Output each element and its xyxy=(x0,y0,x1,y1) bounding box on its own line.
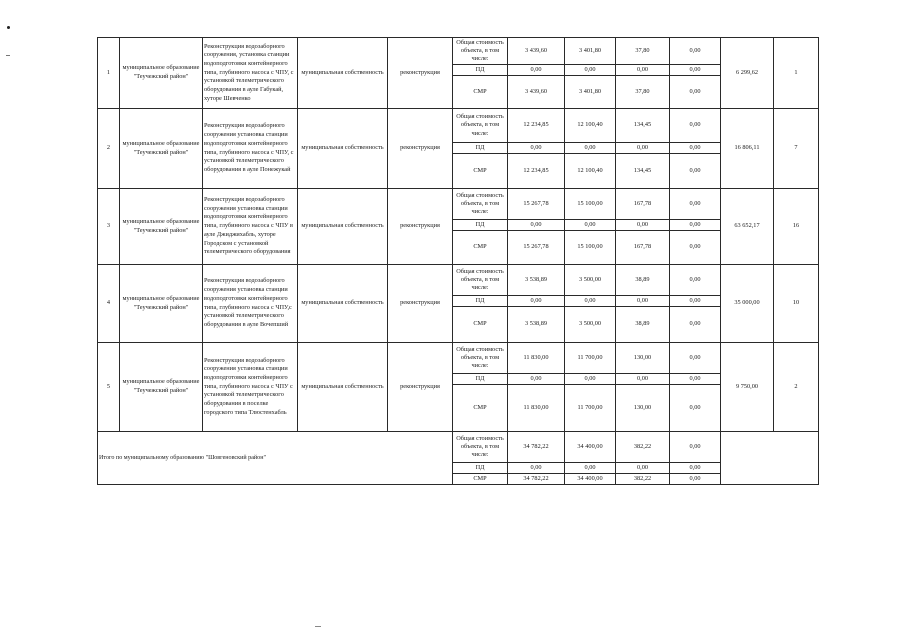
cost-value-3: 0,00 xyxy=(616,463,670,474)
cost-label: Общая стоимость объекта, в том числе: xyxy=(453,432,508,463)
table-row xyxy=(98,109,819,143)
cost-value-1: 0,00 xyxy=(508,65,565,76)
cost-value-3: 382,22 xyxy=(616,432,670,463)
cost-value-4: 0,00 xyxy=(670,374,721,385)
cost-label: ПД xyxy=(453,463,508,474)
table-row xyxy=(98,265,819,296)
cost-label: СМР xyxy=(453,307,508,343)
cost-value-2: 0,00 xyxy=(565,374,616,385)
cost-label: ПД xyxy=(453,296,508,307)
object-description: Реконструкция водозаборного сооружения, установка станции водоподготовки контейнерного типа, глубинного насоса с ЧПУ, с установкой телеметрического оборудования в ауле Габукай, хуторе Шевченко xyxy=(203,38,298,109)
total-value: 63 652,17 xyxy=(721,189,774,265)
cost-value-2: 12 100,40 xyxy=(565,154,616,189)
cost-value-2: 11 700,00 xyxy=(565,385,616,432)
table-body xyxy=(98,38,819,485)
object-description: Реконструкция водозаборного сооружения установка станции водоподготовки контейнерного типа, глубинного насоса с ЧПУ в ауле Джиджихабль, хуторе Городском с установкой телеметрического оборудования xyxy=(203,189,298,265)
cost-label: СМР xyxy=(453,231,508,265)
cost-value-1: 0,00 xyxy=(508,220,565,231)
cost-value-4: 0,00 xyxy=(670,296,721,307)
cost-label: СМР xyxy=(453,154,508,189)
ownership-cell: муниципальная собственность xyxy=(298,109,388,189)
row-number: 5 xyxy=(98,343,120,432)
municipality-cell: муниципальное образование "Теучежский район" xyxy=(120,38,203,109)
cost-value-3: 0,00 xyxy=(616,220,670,231)
count-value: 7 xyxy=(774,109,819,189)
cost-value-4: 0,00 xyxy=(670,220,721,231)
cost-value-2: 11 700,00 xyxy=(565,343,616,374)
cost-value-3: 167,78 xyxy=(616,189,670,220)
cost-value-1: 12 234,85 xyxy=(508,154,565,189)
cost-value-3: 130,00 xyxy=(616,343,670,374)
cost-value-2: 3 401,80 xyxy=(565,76,616,109)
table-row xyxy=(98,343,819,374)
cost-label: Общая стоимость объекта, в том числе: xyxy=(453,343,508,374)
page-mark xyxy=(315,626,321,627)
cost-value-3: 38,89 xyxy=(616,265,670,296)
cost-value-1: 15 267,78 xyxy=(508,231,565,265)
cost-value-3: 37,80 xyxy=(616,38,670,65)
ownership-cell: муниципальная собственность xyxy=(298,343,388,432)
cost-value-1: 0,00 xyxy=(508,143,565,154)
total-value: 9 750,00 xyxy=(721,343,774,432)
cost-label: Общая стоимость объекта, в том числе: xyxy=(453,109,508,143)
margin-dot xyxy=(7,26,10,29)
cost-value-4: 0,00 xyxy=(670,38,721,65)
cost-value-3: 134,45 xyxy=(616,154,670,189)
cost-value-2: 0,00 xyxy=(565,463,616,474)
cost-label: Общая стоимость объекта, в том числе: xyxy=(453,189,508,220)
row-number: 4 xyxy=(98,265,120,343)
cost-value-2: 3 500,00 xyxy=(565,307,616,343)
municipality-cell: муниципальное образование "Теучежский район" xyxy=(120,265,203,343)
count-value: 10 xyxy=(774,265,819,343)
cost-value-4: 0,00 xyxy=(670,65,721,76)
cost-value-2: 0,00 xyxy=(565,143,616,154)
cost-value-4: 0,00 xyxy=(670,143,721,154)
work-type-cell: реконструкция xyxy=(388,109,453,189)
cost-value-4: 0,00 xyxy=(670,189,721,220)
object-description: Реконструкция водозаборного сооружения установка станции водоподготовки контейнерного типа, глубинного насоса с ЧПУ с установкой телеметрического оборудования в поселке городского типа Тлюстенхабль xyxy=(203,343,298,432)
work-type-cell: реконструкция xyxy=(388,343,453,432)
total-value: 16 806,11 xyxy=(721,109,774,189)
cost-value-3: 0,00 xyxy=(616,65,670,76)
cost-value-3: 0,00 xyxy=(616,143,670,154)
cost-value-1: 34 782,22 xyxy=(508,432,565,463)
row-number: 3 xyxy=(98,189,120,265)
cost-label: СМР xyxy=(453,76,508,109)
cost-label: ПД xyxy=(453,65,508,76)
margin-mark xyxy=(6,55,10,56)
cost-value-2: 15 100,00 xyxy=(565,231,616,265)
cost-value-1: 11 830,00 xyxy=(508,343,565,374)
cost-value-1: 3 439,60 xyxy=(508,38,565,65)
municipality-cell: муниципальное образование "Теучежский район" xyxy=(120,109,203,189)
cost-label: ПД xyxy=(453,220,508,231)
row-number: 1 xyxy=(98,38,120,109)
cost-value-3: 134,45 xyxy=(616,109,670,143)
cost-value-2: 34 400,00 xyxy=(565,432,616,463)
cost-value-4: 0,00 xyxy=(670,265,721,296)
cost-value-1: 3 538,89 xyxy=(508,307,565,343)
cost-value-4: 0,00 xyxy=(670,463,721,474)
cost-label: Общая стоимость объекта, в том числе: xyxy=(453,265,508,296)
ownership-cell: муниципальная собственность xyxy=(298,189,388,265)
summary-row xyxy=(98,432,819,463)
cost-value-3: 130,00 xyxy=(616,385,670,432)
cost-label: ПД xyxy=(453,143,508,154)
cost-value-3: 0,00 xyxy=(616,296,670,307)
object-description: Реконструкция водозаборного сооружения установка станции водоподготовки контейнерного типа, глубинного насоса с ЧПУ,с установкой телеметрического оборудования в ауле Вочепший xyxy=(203,265,298,343)
cost-value-3: 0,00 xyxy=(616,374,670,385)
cost-value-1: 15 267,78 xyxy=(508,189,565,220)
cost-value-3: 167,78 xyxy=(616,231,670,265)
cost-value-1: 3 538,89 xyxy=(508,265,565,296)
row-number: 2 xyxy=(98,109,120,189)
ownership-cell: муниципальная собственность xyxy=(298,265,388,343)
work-type-cell: реконструкция xyxy=(388,265,453,343)
cost-value-1: 0,00 xyxy=(508,463,565,474)
cost-value-1: 34 782,22 xyxy=(508,474,565,485)
cost-value-4: 0,00 xyxy=(670,474,721,485)
total-value: 35 000,00 xyxy=(721,265,774,343)
cost-value-2: 15 100,00 xyxy=(565,189,616,220)
cost-value-1: 0,00 xyxy=(508,296,565,307)
cost-value-3: 382,22 xyxy=(616,474,670,485)
cost-value-4: 0,00 xyxy=(670,432,721,463)
cost-value-1: 12 234,85 xyxy=(508,109,565,143)
cost-value-2: 34 400,00 xyxy=(565,474,616,485)
work-type-cell: реконструкция xyxy=(388,38,453,109)
cost-value-1: 11 830,00 xyxy=(508,385,565,432)
cost-value-2: 0,00 xyxy=(565,220,616,231)
count-value: 1 xyxy=(774,38,819,109)
cost-value-2: 3 401,80 xyxy=(565,38,616,65)
cost-label: Общая стоимость объекта, в том числе: xyxy=(453,38,508,65)
cost-value-2: 0,00 xyxy=(565,296,616,307)
table-row xyxy=(98,189,819,220)
count-value: 2 xyxy=(774,343,819,432)
summary-label: Итого по муниципальному образованию "Шовгеновский район" xyxy=(98,432,453,485)
table-row xyxy=(98,38,819,65)
cost-label: СМР xyxy=(453,474,508,485)
cost-label: СМР xyxy=(453,385,508,432)
cost-value-1: 3 439,60 xyxy=(508,76,565,109)
cost-value-4: 0,00 xyxy=(670,307,721,343)
cost-value-2: 12 100,40 xyxy=(565,109,616,143)
cost-value-1: 0,00 xyxy=(508,374,565,385)
municipality-cell: муниципальное образование "Теучежский район" xyxy=(120,189,203,265)
cost-value-4: 0,00 xyxy=(670,154,721,189)
cost-value-3: 37,80 xyxy=(616,76,670,109)
cost-value-2: 0,00 xyxy=(565,65,616,76)
municipality-cell: муниципальное образование "Теучежский район" xyxy=(120,343,203,432)
cost-value-4: 0,00 xyxy=(670,76,721,109)
investment-table xyxy=(97,37,819,485)
cost-value-4: 0,00 xyxy=(670,231,721,265)
cost-value-4: 0,00 xyxy=(670,343,721,374)
work-type-cell: реконструкция xyxy=(388,189,453,265)
cost-value-4: 0,00 xyxy=(670,385,721,432)
object-description: Реконструкция водозаборного сооружения установка станции водоподготовки контейнерного типа, глубинного насоса с ЧПУ, с установкой телеметрического оборудования в ауле Понежукай xyxy=(203,109,298,189)
ownership-cell: муниципальная собственность xyxy=(298,38,388,109)
cost-value-2: 3 500,00 xyxy=(565,265,616,296)
total-value: 6 299,62 xyxy=(721,38,774,109)
cost-label: ПД xyxy=(453,374,508,385)
cost-value-4: 0,00 xyxy=(670,109,721,143)
empty-cell xyxy=(721,432,819,485)
count-value: 16 xyxy=(774,189,819,265)
cost-value-3: 38,89 xyxy=(616,307,670,343)
